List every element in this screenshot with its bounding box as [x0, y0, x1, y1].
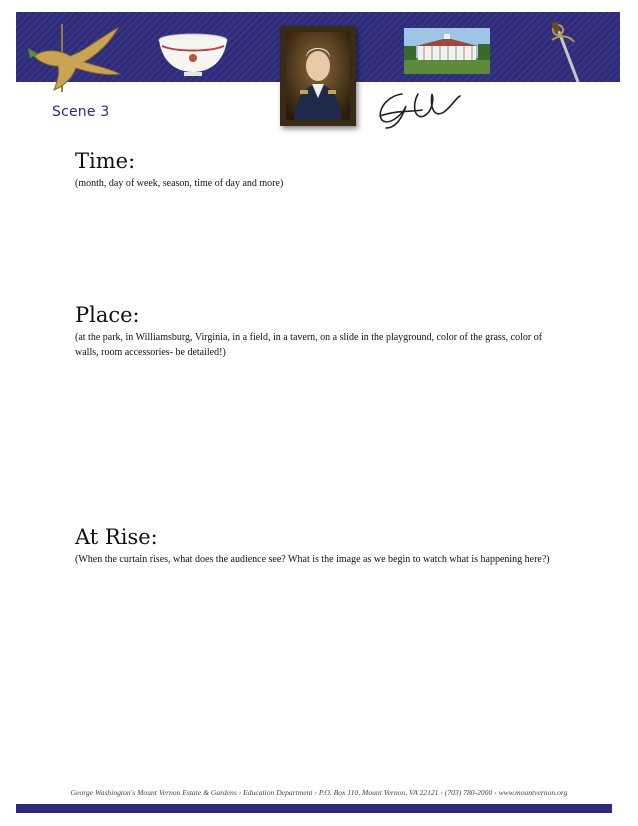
dove-weathervane-icon	[24, 22, 124, 94]
footer-address: George Washington's Mount Vernon Estate & Gardens › Education Department › P.O. Box 110, Mount Vernon, VA 22121 › (703) 780-2000 › www.mountvernon.org	[70, 788, 568, 797]
place-prompt: (at the park, in Williamsburg, Virginia, in a field, in a tavern, on a slide in the playground, color of the grass, color of walls, room accessories- be detailed!)	[75, 332, 543, 358]
at-rise-heading: At Rise:	[75, 525, 158, 549]
place-heading: Place:	[75, 303, 140, 327]
place-section	[75, 302, 555, 360]
signature-monogram	[372, 86, 462, 130]
time-prompt: (month, day of week, season, time of day and more)	[75, 178, 284, 189]
mansion-icon	[404, 28, 490, 74]
time-heading: Time:	[75, 149, 136, 173]
time-section	[75, 148, 555, 191]
scene-label: Scene 3	[52, 104, 110, 120]
at-rise-section	[75, 524, 555, 567]
at-rise-prompt: (When the curtain rises, what does the audience see? What is the image as we begin to watch what is happening here?)	[75, 554, 550, 565]
sword-icon	[548, 20, 588, 86]
portrait-frame	[280, 26, 356, 126]
footer-bar	[16, 804, 612, 813]
washington-portrait	[286, 32, 350, 120]
porcelain-bowl-icon	[156, 32, 230, 78]
